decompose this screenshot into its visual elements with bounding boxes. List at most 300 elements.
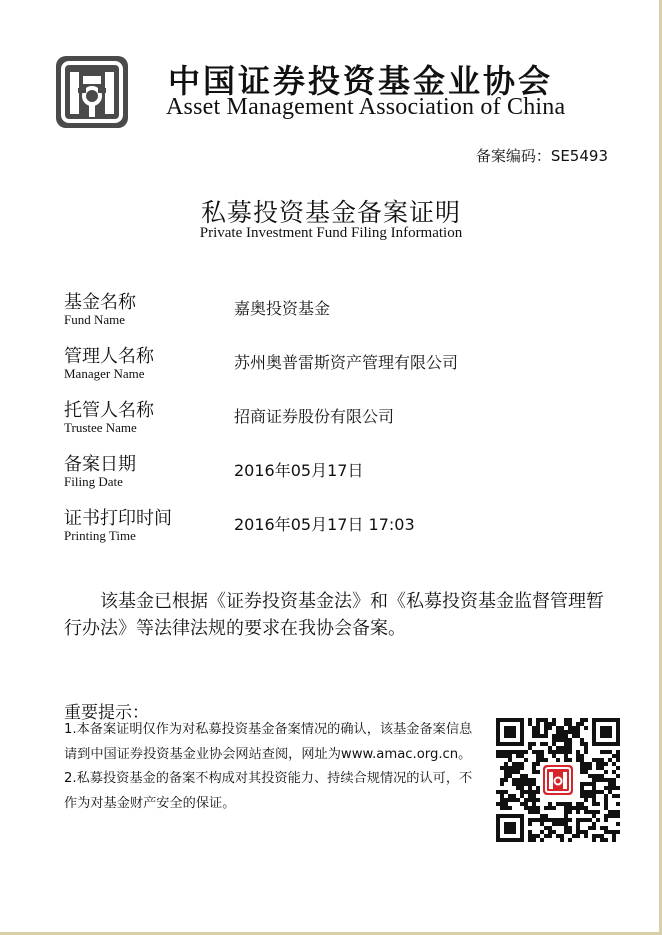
qr-module	[580, 758, 584, 762]
qr-module	[560, 802, 564, 806]
qr-module	[584, 818, 588, 822]
qr-module	[616, 774, 620, 778]
qr-module	[508, 766, 512, 770]
qr-module	[568, 722, 572, 726]
qr-module	[528, 718, 532, 722]
qr-module	[588, 818, 592, 822]
qr-module	[584, 782, 588, 786]
qr-module	[532, 734, 536, 738]
qr-module	[600, 762, 604, 766]
qr-module	[564, 830, 568, 834]
qr-module	[552, 818, 556, 822]
qr-module	[588, 762, 592, 766]
qr-module	[528, 838, 532, 842]
qr-module	[504, 798, 508, 802]
qr-module	[524, 778, 528, 782]
qr-module	[616, 786, 620, 790]
qr-module	[496, 790, 500, 794]
qr-module	[536, 750, 540, 754]
qr-module	[504, 770, 508, 774]
qr-module	[500, 798, 504, 802]
qr-module	[496, 802, 500, 806]
qr-module	[544, 814, 548, 818]
qr-module	[576, 758, 580, 762]
qr-module	[504, 790, 508, 794]
qr-module	[608, 810, 612, 814]
field-value: 2016年05月17日 17:03	[234, 515, 415, 534]
qr-module	[580, 754, 584, 758]
qr-module	[520, 762, 524, 766]
field-filing-date	[64, 450, 624, 494]
qr-module	[548, 722, 552, 726]
qr-module	[532, 794, 536, 798]
qr-module	[608, 758, 612, 762]
qr-module	[600, 778, 604, 782]
qr-module	[568, 730, 572, 734]
qr-module	[576, 726, 580, 730]
qr-module	[544, 722, 548, 726]
qr-module	[608, 790, 612, 794]
qr-module	[560, 818, 564, 822]
field-label-en: Printing Time	[64, 528, 136, 543]
qr-module	[568, 750, 572, 754]
qr-module	[552, 718, 556, 722]
qr-module	[516, 782, 520, 786]
qr-module	[580, 782, 584, 786]
notice-title: 重要提示：	[64, 703, 149, 723]
qr-module	[536, 718, 540, 722]
qr-module	[540, 742, 544, 746]
qr-module	[588, 774, 592, 778]
qr-module	[528, 746, 532, 750]
qr-module	[504, 774, 508, 778]
qr-module	[564, 806, 568, 810]
qr-module	[540, 818, 544, 822]
qr-module	[576, 806, 580, 810]
qr-module	[580, 722, 584, 726]
qr-module	[532, 838, 536, 842]
qr-module	[500, 750, 504, 754]
qr-module	[584, 790, 588, 794]
qr-module	[508, 754, 512, 758]
qr-module	[612, 810, 616, 814]
qr-module	[580, 818, 584, 822]
qr-module	[600, 774, 604, 778]
qr-module	[596, 758, 600, 762]
notice-body	[64, 718, 484, 816]
qr-module	[576, 750, 580, 754]
org-name-cn: 中国证券投资基金业协会	[168, 62, 554, 100]
qr-module	[584, 798, 588, 802]
qr-module	[580, 742, 584, 746]
qr-module	[532, 726, 536, 730]
qr-module	[500, 802, 504, 806]
notice-item: 2.私募投资基金的备案不构成对其投资能力、持续合规情况的认可，不作为对基金财产安全的保证。	[64, 771, 473, 811]
qr-module	[536, 726, 540, 730]
qr-module	[512, 778, 516, 782]
qr-module	[564, 746, 568, 750]
qr-module	[560, 730, 564, 734]
qr-module	[564, 758, 568, 762]
qr-module	[568, 806, 572, 810]
qr-module	[544, 806, 548, 810]
qr-module	[500, 790, 504, 794]
qr-module	[568, 818, 572, 822]
qr-module	[564, 722, 568, 726]
qr-module	[520, 774, 524, 778]
qr-module	[544, 726, 548, 730]
qr-module	[540, 754, 544, 758]
qr-module	[520, 794, 524, 798]
qr-module	[552, 754, 556, 758]
document-title-en: Private Investment Fund Filing Information	[199, 225, 463, 241]
qr-module	[600, 826, 604, 830]
qr-module	[604, 838, 608, 842]
qr-module	[540, 814, 544, 818]
qr-module	[580, 718, 584, 722]
field-manager-name	[64, 342, 624, 386]
qr-module	[612, 762, 616, 766]
qr-module	[528, 822, 532, 826]
qr-module	[532, 806, 536, 810]
qr-module	[576, 730, 580, 734]
qr-module	[532, 762, 536, 766]
field-fund-name	[64, 288, 624, 332]
qr-module	[552, 742, 556, 746]
qr-module	[532, 730, 536, 734]
field-label-en: Trustee Name	[64, 420, 137, 435]
qr-module	[608, 782, 612, 786]
qr-module	[516, 762, 520, 766]
qr-module	[508, 794, 512, 798]
qr-module	[612, 834, 616, 838]
qr-module	[584, 810, 588, 814]
qr-module	[544, 758, 548, 762]
filing-code: 备案编码：SE5493	[475, 147, 608, 165]
qr-module	[504, 802, 508, 806]
qr-module	[532, 790, 536, 794]
qr-module	[580, 770, 584, 774]
qr-module	[596, 802, 600, 806]
qr-module	[592, 810, 596, 814]
qr-module	[592, 794, 596, 798]
qr-module	[524, 758, 528, 762]
qr-module	[604, 814, 608, 818]
qr-module	[528, 778, 532, 782]
qr-module	[532, 766, 536, 770]
qr-module	[512, 762, 516, 766]
qr-module	[500, 782, 504, 786]
qr-module	[520, 790, 524, 794]
qr-module	[512, 766, 516, 770]
qr-module	[604, 806, 608, 810]
qr-module	[532, 778, 536, 782]
qr-module	[604, 786, 608, 790]
qr-module	[592, 782, 596, 786]
qr-module	[540, 734, 544, 738]
qr-module	[568, 838, 572, 842]
qr-module	[584, 746, 588, 750]
qr-module	[556, 726, 560, 730]
qr-module	[500, 778, 504, 782]
qr-module	[512, 770, 516, 774]
qr-module	[536, 762, 540, 766]
org-name-en: Asset Management Association of China	[166, 94, 566, 120]
qr-module	[544, 742, 548, 746]
qr-module	[580, 794, 584, 798]
qr-module	[588, 826, 592, 830]
qr-module	[532, 782, 536, 786]
qr-module	[560, 734, 564, 738]
qr-module	[528, 722, 532, 726]
qr-module	[504, 778, 508, 782]
qr-module	[540, 718, 544, 722]
qr-module	[564, 814, 568, 818]
qr-module	[516, 754, 520, 758]
qr-module	[604, 770, 608, 774]
qr-module	[532, 742, 536, 746]
notice-item: 1.本备案证明仅作为对私募投资基金备案情况的确认，该基金备案信息请到中国证券投资基金业协会网站查阅，网址为www.amac.org.cn。	[64, 722, 473, 762]
qr-module	[592, 774, 596, 778]
qr-module	[548, 726, 552, 730]
qr-module	[604, 818, 608, 822]
qr-module	[600, 750, 604, 754]
qr-module	[568, 718, 572, 722]
qr-module	[544, 734, 548, 738]
qr-module	[500, 806, 504, 810]
qr-module	[596, 810, 600, 814]
qr-module	[576, 810, 580, 814]
qr-module	[528, 786, 532, 790]
qr-module	[520, 778, 524, 782]
qr-module	[548, 826, 552, 830]
qr-module	[556, 758, 560, 762]
qr-module	[600, 838, 604, 842]
qr-module	[508, 770, 512, 774]
qr-module	[584, 834, 588, 838]
qr-module	[604, 794, 608, 798]
qr-module	[560, 838, 564, 842]
qr-module	[500, 754, 504, 758]
qr-module	[524, 790, 528, 794]
qr-module	[580, 738, 584, 742]
qr-module	[500, 766, 504, 770]
qr-module	[584, 726, 588, 730]
field-label-cn: 托管人名称	[64, 400, 154, 421]
qr-module	[548, 802, 552, 806]
qr-module	[520, 802, 524, 806]
qr-module	[616, 754, 620, 758]
qr-module	[528, 834, 532, 838]
qr-code-icon[interactable]	[496, 718, 620, 842]
qr-module	[564, 750, 568, 754]
qr-module	[496, 750, 500, 754]
qr-module	[548, 750, 552, 754]
qr-module	[516, 766, 520, 770]
qr-module	[556, 746, 560, 750]
qr-module	[576, 754, 580, 758]
qr-module	[564, 754, 568, 758]
qr-module	[600, 834, 604, 838]
qr-module	[556, 734, 560, 738]
qr-module	[580, 766, 584, 770]
qr-module	[536, 810, 540, 814]
qr-module	[516, 770, 520, 774]
qr-module	[600, 758, 604, 762]
qr-module	[616, 810, 620, 814]
qr-module	[592, 758, 596, 762]
field-label-en: Filing Date	[64, 474, 123, 489]
qr-module	[552, 738, 556, 742]
qr-module	[596, 834, 600, 838]
qr-module	[560, 746, 564, 750]
field-label-cn: 管理人名称	[64, 346, 154, 367]
qr-module	[552, 722, 556, 726]
qr-module	[528, 818, 532, 822]
qr-module	[548, 830, 552, 834]
qr-module	[536, 790, 540, 794]
qr-module	[604, 830, 608, 834]
field-label-cn: 备案日期	[64, 454, 136, 475]
qr-module	[548, 818, 552, 822]
field-printing-time	[64, 504, 624, 548]
qr-module	[584, 718, 588, 722]
qr-module	[608, 750, 612, 754]
qr-module	[612, 754, 616, 758]
qr-module	[612, 794, 616, 798]
qr-module	[544, 834, 548, 838]
qr-module	[552, 830, 556, 834]
qr-module	[568, 746, 572, 750]
qr-module	[612, 814, 616, 818]
qr-module	[528, 830, 532, 834]
qr-module	[616, 814, 620, 818]
qr-module	[604, 798, 608, 802]
qr-module	[532, 802, 536, 806]
qr-module	[536, 770, 540, 774]
qr-module	[504, 766, 508, 770]
qr-module	[604, 778, 608, 782]
qr-module	[580, 802, 584, 806]
qr-module	[504, 762, 508, 766]
qr-module	[564, 718, 568, 722]
qr-module	[600, 790, 604, 794]
qr-module	[516, 778, 520, 782]
field-label-cn: 基金名称	[64, 292, 136, 313]
qr-module	[540, 822, 544, 826]
qr-module	[560, 726, 564, 730]
qr-module	[536, 806, 540, 810]
qr-module	[524, 782, 528, 786]
qr-module	[584, 830, 588, 834]
qr-module	[584, 742, 588, 746]
qr-module	[596, 818, 600, 822]
qr-module	[568, 830, 572, 834]
qr-module	[596, 778, 600, 782]
qr-module	[552, 806, 556, 810]
qr-module	[560, 834, 564, 838]
filing-statement	[64, 588, 609, 642]
qr-module	[512, 750, 516, 754]
qr-module	[596, 766, 600, 770]
qr-module	[592, 790, 596, 794]
qr-module	[596, 790, 600, 794]
qr-module	[528, 810, 532, 814]
qr-module	[604, 762, 608, 766]
qr-module	[520, 782, 524, 786]
qr-module	[564, 730, 568, 734]
qr-module	[576, 826, 580, 830]
qr-module	[568, 802, 572, 806]
qr-module	[564, 826, 568, 830]
qr-module	[612, 778, 616, 782]
qr-module	[588, 782, 592, 786]
qr-module	[584, 762, 588, 766]
qr-module	[572, 734, 576, 738]
qr-module	[584, 766, 588, 770]
qr-module	[540, 838, 544, 842]
qr-module	[588, 810, 592, 814]
qr-module	[540, 758, 544, 762]
qr-module	[576, 818, 580, 822]
qr-module	[572, 806, 576, 810]
qr-module	[536, 818, 540, 822]
qr-module	[520, 750, 524, 754]
qr-module	[616, 794, 620, 798]
qr-module	[556, 834, 560, 838]
qr-module	[536, 722, 540, 726]
qr-module	[584, 750, 588, 754]
qr-module	[564, 734, 568, 738]
qr-module	[564, 822, 568, 826]
qr-module	[576, 734, 580, 738]
qr-module	[548, 834, 552, 838]
qr-module	[564, 742, 568, 746]
qr-module	[600, 766, 604, 770]
qr-module	[576, 722, 580, 726]
qr-module	[604, 802, 608, 806]
qr-module	[572, 730, 576, 734]
qr-module	[536, 758, 540, 762]
qr-module	[584, 794, 588, 798]
qr-module	[540, 830, 544, 834]
qr-module	[616, 830, 620, 834]
qr-module	[508, 774, 512, 778]
qr-module	[568, 826, 572, 830]
qr-module	[504, 750, 508, 754]
qr-module	[612, 786, 616, 790]
field-value: 招商证券股份有限公司	[234, 407, 395, 426]
qr-module	[596, 774, 600, 778]
qr-module	[568, 738, 572, 742]
qr-module	[580, 790, 584, 794]
qr-module	[536, 754, 540, 758]
qr-module	[508, 798, 512, 802]
field-trustee-name	[64, 396, 624, 440]
qr-module	[592, 826, 596, 830]
qr-module	[576, 830, 580, 834]
qr-module	[564, 818, 568, 822]
qr-module	[552, 822, 556, 826]
qr-module	[560, 822, 564, 826]
qr-module	[532, 750, 536, 754]
qr-module	[540, 750, 544, 754]
qr-module	[560, 750, 564, 754]
qr-module	[592, 802, 596, 806]
field-value: 苏州奥普雷斯资产管理有限公司	[234, 353, 459, 372]
qr-module	[544, 718, 548, 722]
qr-module	[612, 782, 616, 786]
